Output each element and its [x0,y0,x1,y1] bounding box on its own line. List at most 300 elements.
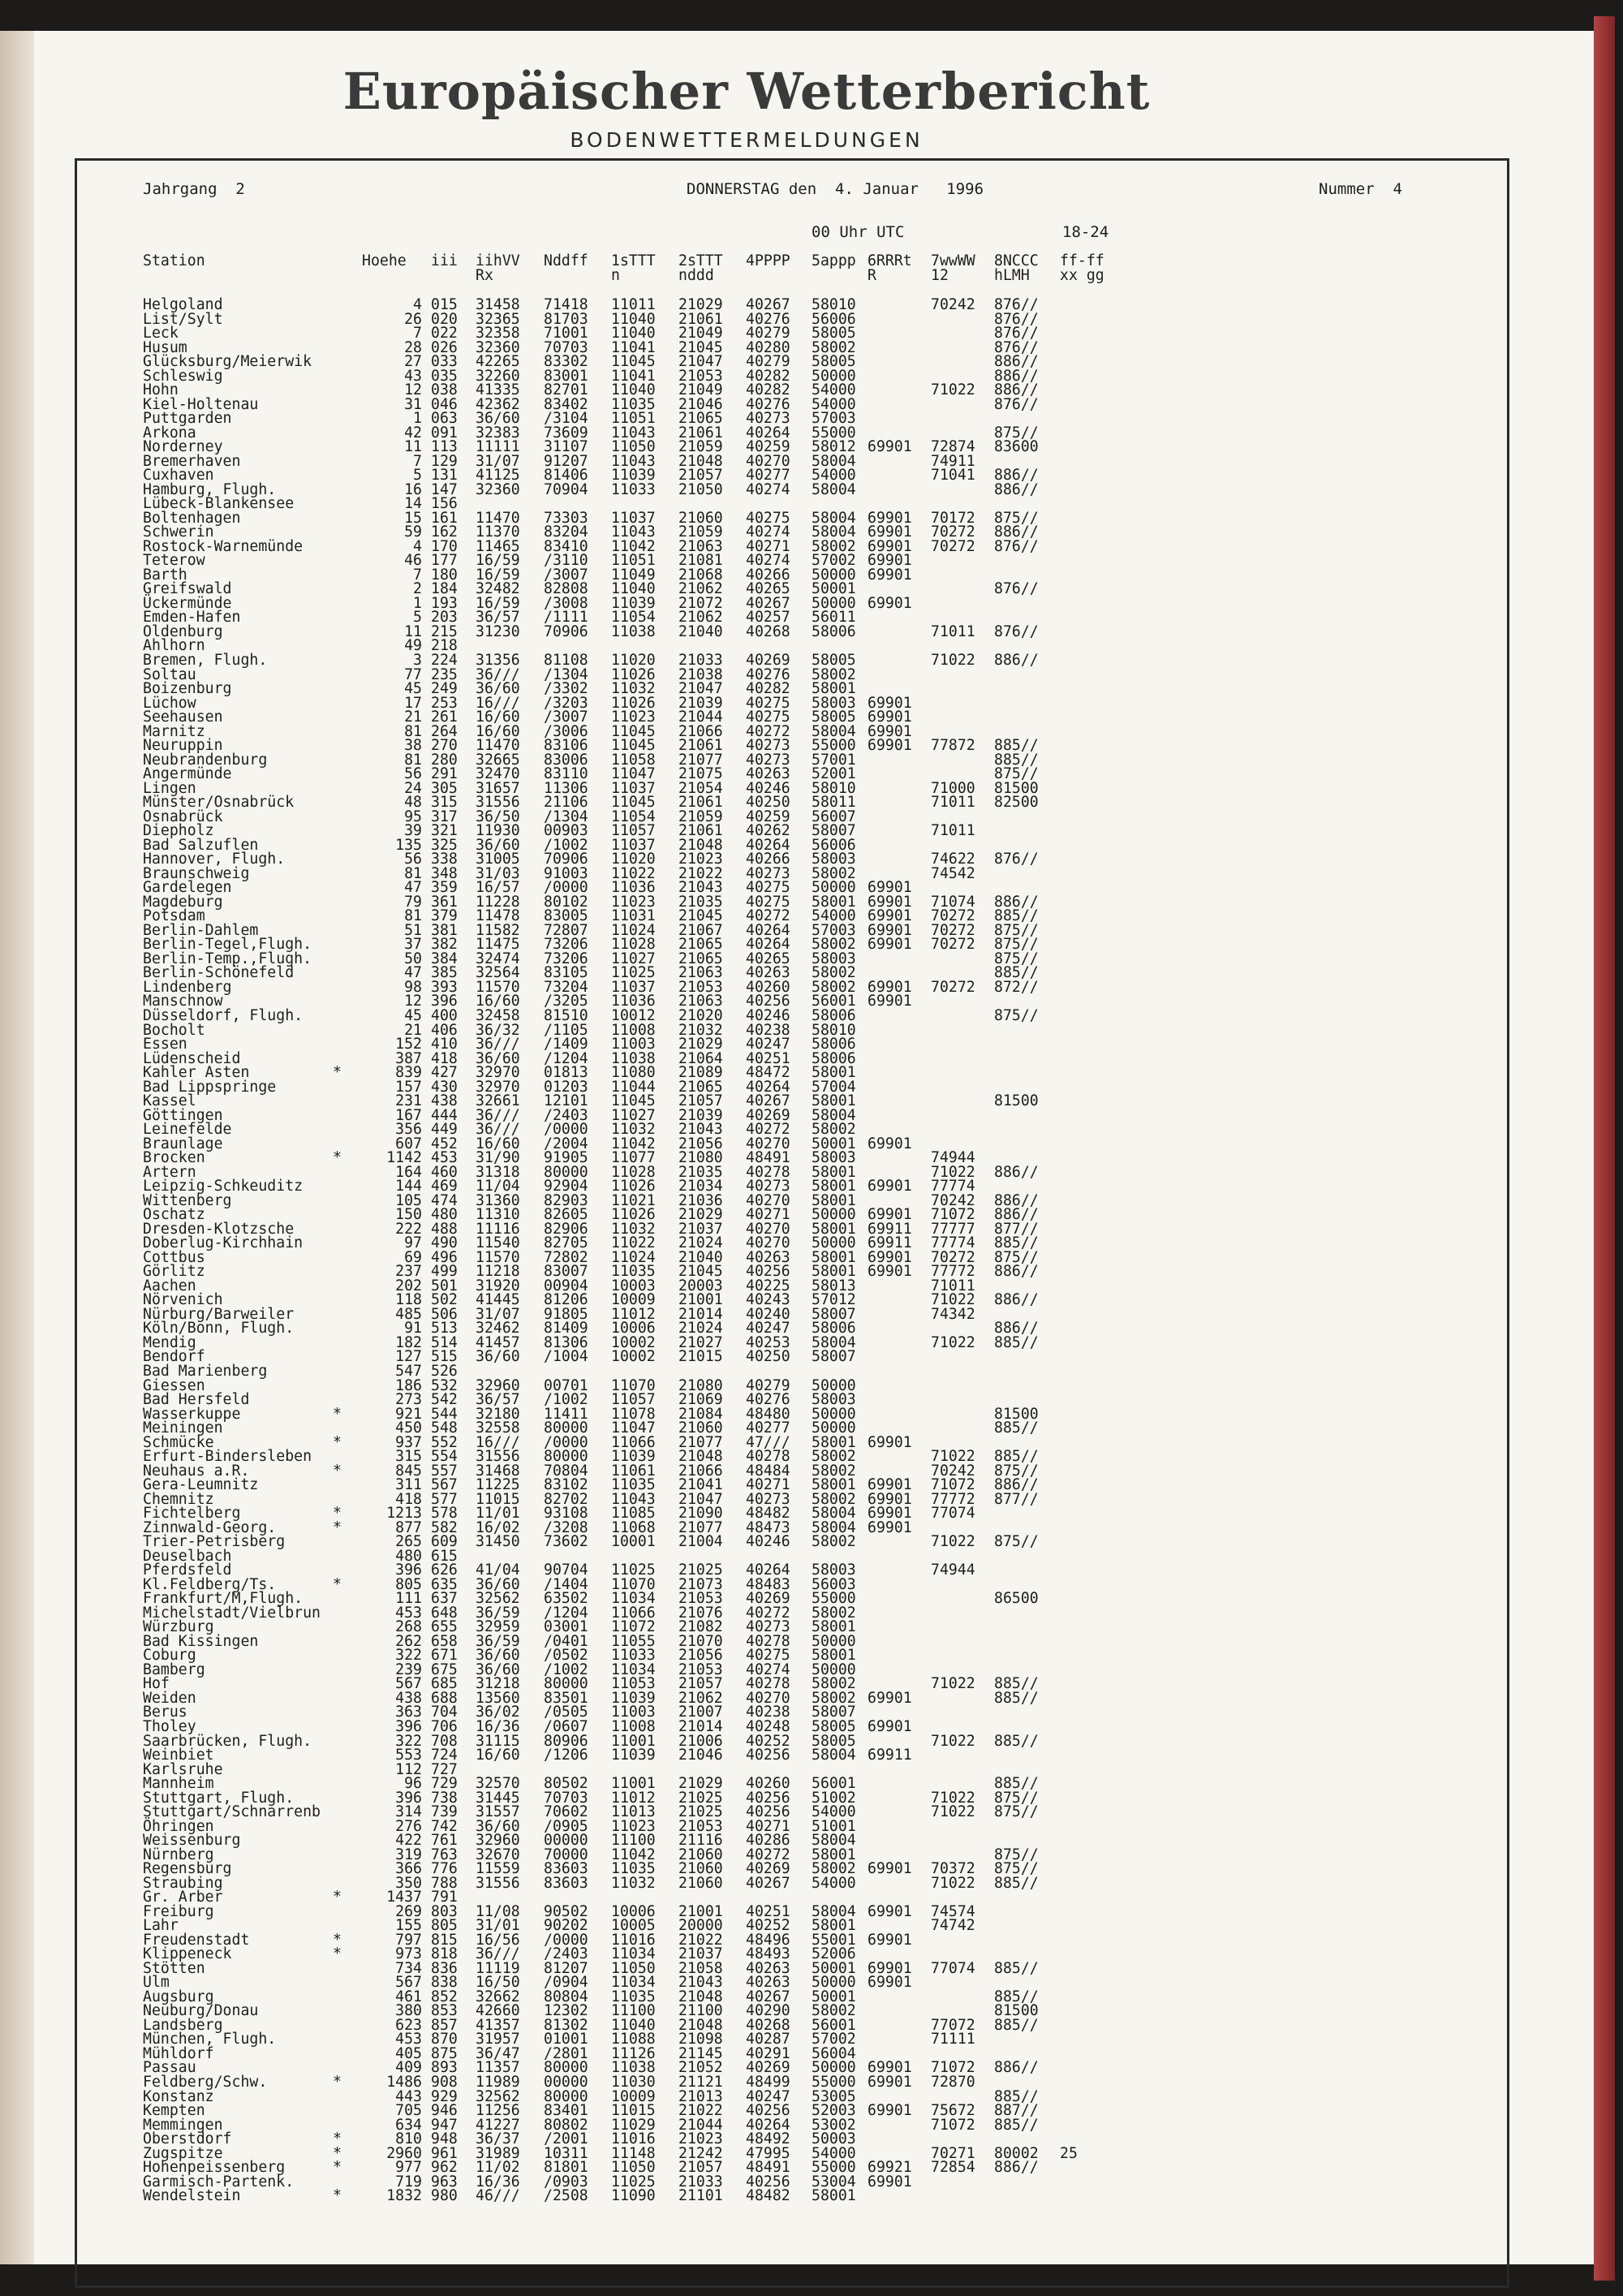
cell-iihvv: 31989 [476,2144,520,2162]
cell-ttt2: 21065 [678,410,723,428]
cell-pppp: 40264 [746,936,790,954]
cell-nccc: 875// [994,1860,1039,1878]
cell-iii: 526 [431,1363,458,1380]
cell-iii: 791 [431,1889,458,1906]
cell-ttt1: 10006 [611,1320,656,1338]
cell-iii: 838 [431,1974,458,1992]
cell-iii: 727 [431,1760,458,1778]
cell-iii: 615 [431,1547,458,1565]
cell-appp: 58010 [812,779,856,797]
cell-iii: 015 [431,296,458,313]
cell-iii: 035 [431,367,458,385]
cell-pppp: 48482 [746,2187,790,2205]
cell-ttt2: 21053 [678,367,723,385]
cell-iii: 384 [431,950,458,967]
cell-ttt2: 21053 [678,1590,723,1608]
cell-hoehe: 21 [404,1021,422,1039]
cell-appp: 58006 [812,1036,856,1053]
cell-nddff: 83603 [544,1874,588,1892]
cell-appp: 58004 [812,1902,856,1920]
cell-ww: 71022 [931,652,975,669]
cell-marker: * [333,1149,342,1167]
cell-iihvv: 16/02 [476,1518,520,1536]
cell-ttt2: 21057 [678,1675,723,1693]
cell-station: Marnitz [143,722,205,740]
cell-ttt2: 21057 [678,2159,723,2177]
cell-ttt1: 11032 [611,1220,656,1238]
cell-hoehe: 322 [395,1647,422,1665]
cell-iihvv: 11475 [476,936,520,954]
cell-iii: 020 [431,310,458,328]
cell-appp: 58003 [812,1391,856,1409]
cell-pppp: 40268 [746,622,790,640]
cell-station: Helgoland [143,296,223,313]
cell-iihvv: 16/57 [476,879,520,897]
cell-ttt2: 21038 [678,666,723,683]
cell-ttt2: 21062 [678,1689,723,1707]
cell-ttt2: 21065 [678,950,723,967]
cell-station: Wendelstein [143,2187,241,2205]
cell-station: Berlin-Dahlem [143,921,259,939]
cell-iihvv: 31/03 [476,864,520,882]
cell-appp: 58002 [812,1121,856,1139]
cell-nccc: 875// [994,1248,1039,1266]
cell-rrr: 69901 [867,1718,912,1735]
cell-ttt2: 21037 [678,1220,723,1238]
cell-hoehe: 51 [404,921,422,939]
cell-appp: 55000 [812,1590,856,1608]
cell-nccc: 886// [994,893,1039,911]
cell-hoehe: 265 [395,1533,422,1551]
cell-nddff: 90502 [544,1902,588,1920]
cell-rrr: 69901 [867,1518,912,1536]
cell-iihvv: 11989 [476,2074,520,2091]
cell-pppp: 40273 [746,864,790,882]
cell-ttt2: 21067 [678,921,723,939]
cell-rrr: 69901 [867,1974,912,1992]
time-label: 00 Uhr UTC [812,223,905,241]
cell-ttt1: 11051 [611,410,656,428]
cell-iihvv: 31957 [476,2031,520,2048]
cell-ww: 74944 [931,1149,975,1167]
cell-rrr: 69901 [867,1476,912,1494]
cell-appp: 58001 [812,1263,856,1281]
cell-station: Stuttgart, Flugh. [143,1789,295,1807]
cell-marker: * [333,1889,342,1906]
cell-ttt2: 21063 [678,993,723,1010]
cell-ttt1: 11008 [611,1718,656,1735]
cell-ttt2: 21029 [678,1036,723,1053]
cell-appp: 55000 [812,424,856,442]
cell-ttt2: 21050 [678,480,723,498]
cell-nddff: 80000 [544,2059,588,2077]
cell-appp: 58012 [812,438,856,456]
cell-ww: 74911 [931,452,975,470]
cell-pppp: 40286 [746,1832,790,1850]
col-nccc: 8NCCC [994,252,1039,269]
cell-ww: 70272 [931,921,975,939]
cell-ww: 77772 [931,1490,975,1508]
cell-nddff: 80000 [544,1163,588,1181]
cell-ttt1: 11020 [611,851,656,868]
cell-hoehe: 276 [395,1817,422,1835]
cell-ttt1: 11028 [611,1163,656,1181]
cell-ww: 74342 [931,1305,975,1323]
cell-pppp: 40256 [746,993,790,1010]
cell-station: Kiel-Holtenau [143,395,259,413]
cell-ttt1: 11023 [611,1817,656,1835]
cell-iihvv: 36/// [476,1106,520,1124]
cell-nccc: 86500 [994,1590,1039,1608]
cell-rrr: 69901 [867,1248,912,1266]
col-ff: ff-ff [1060,252,1104,269]
cell-ttt1: 11090 [611,2187,656,2205]
cell-iii: 609 [431,1533,458,1551]
cell-iii: 091 [431,424,458,442]
cell-appp: 54000 [812,395,856,413]
cell-appp: 58001 [812,1163,856,1181]
cell-nddff: 80906 [544,1732,588,1750]
cell-ttt1: 11030 [611,2074,656,2091]
cell-appp: 58002 [812,1675,856,1693]
cell-iii: 291 [431,765,458,783]
cell-nccc: 886// [994,353,1039,371]
cell-nccc: 877// [994,1220,1039,1238]
cell-nccc: 886// [994,2159,1039,2177]
cell-iihvv: 31/07 [476,1305,520,1323]
col-pppp: 4PPPP [746,252,790,269]
cell-ttt1: 11044 [611,1078,656,1096]
cell-ttt1: 11038 [611,2059,656,2077]
cell-nccc: 885// [994,1333,1039,1351]
cell-appp: 50003 [812,2130,856,2148]
cell-iii: 430 [431,1078,458,1096]
cell-ttt2: 21045 [678,338,723,356]
cell-ttt2: 21084 [678,1405,723,1423]
cell-pppp: 40256 [746,1263,790,1281]
time-range-label: 18-24 [1062,223,1109,241]
cell-pppp: 40270 [746,1234,790,1252]
cell-appp: 58006 [812,622,856,640]
cell-nddff: /0607 [544,1718,588,1735]
cell-appp: 58004 [812,1106,856,1124]
cell-ttt2: 21073 [678,1575,723,1593]
cell-ttt2: 21048 [678,1448,723,1466]
cell-iii: 162 [431,523,458,541]
cell-iii: 815 [431,1931,458,1949]
cell-iihvv: 32570 [476,1775,520,1793]
cell-hoehe: 79 [404,893,422,911]
cell-iii: 280 [431,751,458,769]
cell-iihvv: 41/04 [476,1562,520,1579]
cell-pppp: 40272 [746,1604,790,1622]
cell-ttt1: 11054 [611,609,656,627]
cell-iii: 948 [431,2130,458,2148]
cell-iihvv: 32564 [476,964,520,982]
cell-iii: 893 [431,2059,458,2077]
cell-appp: 56003 [812,1575,856,1593]
cell-iihvv: 32358 [476,325,520,342]
cell-ttt2: 21004 [678,1533,723,1551]
cell-ttt2: 21015 [678,1348,723,1366]
cell-station: Boizenburg [143,680,232,698]
cell-nddff: /0904 [544,1974,588,1992]
cell-station: Öhringen [143,1817,214,1835]
cell-ww: 71072 [931,1476,975,1494]
cell-iii: 557 [431,1462,458,1480]
cell-ttt1: 11040 [611,2016,656,2034]
cell-station: Saarbrücken, Flugh. [143,1732,312,1750]
cell-iii: 554 [431,1448,458,1466]
cell-ttt1: 11016 [611,2130,656,2148]
cell-nddff: 73204 [544,978,588,996]
cell-ttt1: 11050 [611,1959,656,1977]
table-row [0,1748,1623,1763]
cell-nddff: /0401 [544,1632,588,1650]
cell-iii: 548 [431,1419,458,1437]
cell-station: Leipzig-Schkeuditz [143,1178,304,1195]
cell-ttt2: 21100 [678,2002,723,2020]
cell-hoehe: 144 [395,1178,422,1195]
cell-appp: 58001 [812,1917,856,1935]
cell-hoehe: 127 [395,1348,422,1366]
cell-ttt2: 21061 [678,737,723,755]
cell-marker: * [333,1931,342,1949]
cell-hoehe: 438 [395,1689,422,1707]
cell-iihvv: 16/// [476,1433,520,1451]
cell-hoehe: 1832 [386,2187,422,2205]
cell-station: Wittenberg [143,1191,232,1209]
cell-iihvv: 11570 [476,978,520,996]
cell-ttt1: 10001 [611,1533,656,1551]
cell-hoehe: 47 [404,879,422,897]
cell-nddff: 90704 [544,1562,588,1579]
cell-hoehe: 319 [395,1846,422,1863]
cell-ttt1: 11085 [611,1505,656,1523]
cell-station: Coburg [143,1647,196,1665]
cell-iii: 170 [431,537,458,555]
cell-station: Bad Marienberg [143,1363,268,1380]
cell-ttt2: 21014 [678,1305,723,1323]
cell-iii: 515 [431,1348,458,1366]
cell-ttt2: 21072 [678,594,723,612]
cell-iii: 671 [431,1647,458,1665]
cell-station: Teterow [143,552,205,570]
cell-appp: 58001 [812,893,856,911]
cell-pppp: 40260 [746,1775,790,1793]
cell-hoehe: 363 [395,1704,422,1721]
cell-station: Mühldorf [143,2044,214,2062]
cell-pppp: 40291 [746,2044,790,2062]
cell-ttt2: 21081 [678,552,723,570]
cell-station: Freudenstadt [143,1931,250,1949]
cell-iii: 655 [431,1618,458,1636]
cell-iihvv: 36/// [476,1121,520,1139]
cell-appp: 58010 [812,296,856,313]
cell-pppp: 48491 [746,1149,790,1167]
col-rrr: 6RRRt [867,252,912,269]
cell-nddff: 00000 [544,1832,588,1850]
cell-iii: 315 [431,794,458,812]
col-iii: iii [431,252,458,269]
cell-appp: 58004 [812,1505,856,1523]
cell-appp: 58003 [812,1562,856,1579]
cell-pppp: 40279 [746,353,790,371]
cell-iii: 184 [431,580,458,598]
cell-iihvv: 32970 [476,1064,520,1082]
cell-ttt2: 21035 [678,1163,723,1181]
cell-ttt2: 21035 [678,893,723,911]
cell-nccc: 885// [994,1959,1039,1977]
cell-ttt1: 11022 [611,1234,656,1252]
cell-ttt1: 11070 [611,1376,656,1394]
cell-station: Bocholt [143,1021,205,1039]
cell-hoehe: 921 [395,1405,422,1423]
cell-iihvv: 36/// [476,666,520,683]
cell-nccc: 885// [994,1419,1039,1437]
cell-ww: 71022 [931,1333,975,1351]
cell-hoehe: 222 [395,1220,422,1238]
cell-rrr: 69911 [867,1234,912,1252]
cell-pppp: 40264 [746,424,790,442]
cell-nccc: 885// [994,2087,1039,2105]
cell-nccc: 885// [994,1775,1039,1793]
cell-station: Michelstadt/Vielbrun [143,1604,321,1622]
cell-nddff: 31107 [544,438,588,456]
cell-ww: 71022 [931,1803,975,1821]
cell-ww: 72854 [931,2159,975,2177]
cell-iihvv: 11256 [476,2102,520,2120]
cell-appp: 50000 [812,1419,856,1437]
cell-ttt2: 21001 [678,1902,723,1920]
cell-nddff: 03001 [544,1618,588,1636]
cell-station: Manschnow [143,993,223,1010]
cell-ttt1: 11035 [611,395,656,413]
cell-iihvv: 11465 [476,537,520,555]
cell-appp: 55000 [812,2074,856,2091]
cell-hoehe: 17 [404,694,422,712]
cell-ww: 74622 [931,851,975,868]
cell-nccc: 885// [994,751,1039,769]
cell-nddff: 80000 [544,1675,588,1693]
cell-hoehe: 27 [404,353,422,371]
cell-iii: 582 [431,1518,458,1536]
cell-rrr: 69901 [867,893,912,911]
cell-nccc: 885// [994,737,1039,755]
cell-station: Magdeburg [143,893,223,911]
cell-iihvv: 41335 [476,381,520,399]
cell-iii: 359 [431,879,458,897]
cell-station: Wasserkuppe [143,1405,241,1423]
cell-iihvv: 36/60 [476,410,520,428]
cell-appp: 58002 [812,1448,856,1466]
cell-appp: 58001 [812,1618,856,1636]
cell-iii: 444 [431,1106,458,1124]
cell-ttt1: 11023 [611,709,656,726]
cell-appp: 51002 [812,1789,856,1807]
cell-ttt1: 11041 [611,367,656,385]
cell-nddff: /2004 [544,1135,588,1152]
cell-pppp: 40270 [746,1220,790,1238]
cell-nddff: /1204 [544,1049,588,1067]
cell-nddff: 73206 [544,936,588,954]
cell-station: Bad Lippspringe [143,1078,277,1096]
cell-ttt1: 11100 [611,1832,656,1850]
cell-rrr: 69921 [867,2159,912,2177]
cell-station: Deuselbach [143,1547,232,1565]
cell-hoehe: 11 [404,622,422,640]
cell-nccc: 875// [994,509,1039,527]
nummer-label: Nummer 4 [1319,180,1402,198]
cell-appp: 50000 [812,2059,856,2077]
cell-hoehe: 977 [395,2159,422,2177]
cell-ttt1: 11037 [611,836,656,854]
cell-rrr: 69911 [867,1747,912,1764]
cell-nddff: /1004 [544,1348,588,1366]
cell-station: Schleswig [143,367,223,385]
cell-nddff: 81206 [544,1291,588,1309]
cell-station: Hannover, Flugh. [143,851,286,868]
cell-pppp: 40264 [746,1078,790,1096]
cell-appp: 57012 [812,1291,856,1309]
cell-ttt1: 11036 [611,993,656,1010]
cell-iihvv: 11116 [476,1220,520,1238]
cell-hoehe: 105 [395,1191,422,1209]
cell-ttt2: 21048 [678,452,723,470]
cell-iii: 379 [431,907,458,925]
cell-nccc: 885// [994,2116,1039,2134]
cell-hoehe: 356 [395,1121,422,1139]
cell-iii: 474 [431,1191,458,1209]
cell-ttt2: 21056 [678,1647,723,1665]
cell-nddff: 83204 [544,523,588,541]
cell-appp: 57002 [812,552,856,570]
cell-ttt1: 11051 [611,552,656,570]
cell-station: Ulm [143,1974,170,1992]
cell-ww: 70242 [931,1191,975,1209]
cell-pppp: 40263 [746,1974,790,1992]
cell-nddff: 01813 [544,1064,588,1082]
cell-nddff: 01001 [544,2031,588,2048]
cell-iihvv: 31/90 [476,1149,520,1167]
cell-nccc: 886// [994,652,1039,669]
cell-ww: 77072 [931,2016,975,2034]
cell-nccc: 82500 [994,794,1039,812]
cell-iihvv: 46/// [476,2187,520,2205]
cell-iihvv: 36/32 [476,1021,520,1039]
cell-hoehe: 973 [395,1945,422,1963]
cell-hoehe: 164 [395,1163,422,1181]
cell-appp: 56007 [812,808,856,825]
cell-station: Braunlage [143,1135,223,1152]
cell-iii: 724 [431,1747,458,1764]
cell-pppp: 40273 [746,737,790,755]
cell-pppp: 40282 [746,367,790,385]
cell-station: Osnabrück [143,808,223,825]
cell-appp: 58002 [812,1533,856,1551]
cell-appp: 53002 [812,2116,856,2134]
cell-hoehe: 98 [404,978,422,996]
cell-station: Bremen, Flugh. [143,652,268,669]
cell-iii: 033 [431,353,458,371]
cell-ww: 77872 [931,737,975,755]
cell-appp: 54000 [812,1803,856,1821]
cell-pppp: 48483 [746,1575,790,1593]
cell-nddff: /1409 [544,1036,588,1053]
cell-ttt1: 11032 [611,680,656,698]
cell-iii: 438 [431,1092,458,1110]
cell-hoehe: 186 [395,1376,422,1394]
